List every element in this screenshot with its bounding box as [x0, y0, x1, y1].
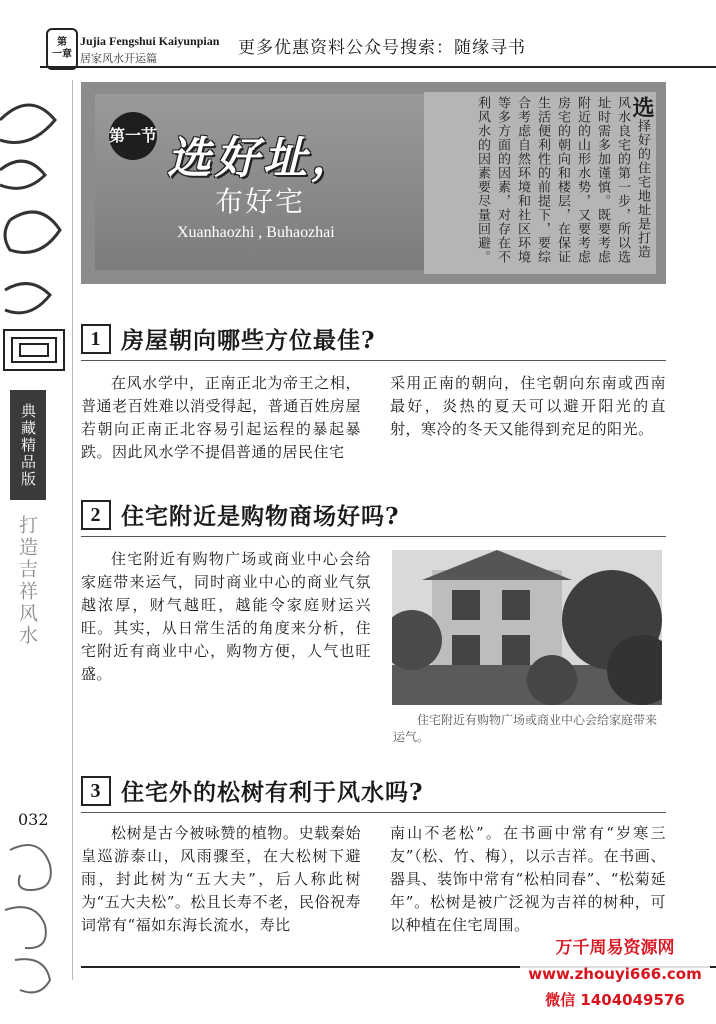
banner-dropcap: 选 — [629, 96, 655, 119]
question-3-number: 3 — [81, 776, 111, 806]
question-1-number: 1 — [81, 324, 111, 354]
question-2-left-text: 住宅附近有购物广场或商业中心会给家庭带来运气，同时商业中心的商业气氛越浓厚，财气越旺，越能令家庭财运兴旺。其实，从日常生活的角度来分析，住宅附近有商业中心，购物方便，人气也旺盛。 — [81, 550, 371, 683]
question-3-heading — [81, 774, 423, 807]
question-3-rule — [81, 812, 666, 813]
question-1-right-text: 采用正南的朝向，住宅朝向东南或西南最好，炎热的夏天可以避开阳光的直射，寒冷的冬天又能得到充足的阳光。 — [390, 374, 666, 438]
header-rule — [40, 66, 716, 68]
banner-intro-text — [424, 92, 656, 274]
residence-photo — [392, 550, 662, 705]
header-title-zh: 居家风水开运篇 — [80, 52, 157, 65]
banner-title: 选好址， — [167, 133, 359, 184]
banner-pinyin: Xuanhaozhi , Buhaozhai — [177, 224, 335, 241]
header-promo: 更多优惠资料公众号搜索：随缘寻书 — [238, 38, 526, 58]
sidebar-vertical-text: 打造吉祥风水 — [16, 515, 38, 647]
question-2-title: 住宅附近是购物商场好吗? — [121, 503, 400, 530]
question-3-left-text: 松树是古今被咏赞的植物。史载秦始皇巡游泰山，风雨骤至，在大松树下避雨，封此树为“五大夫”，后人称此树为“五大夫松”。松且长寿不老，民俗祝寿词常有“福如东海长流水，寿比 — [81, 824, 361, 934]
question-1-rule — [81, 360, 666, 361]
page-number: 032 — [18, 810, 49, 829]
question-3-left-column — [81, 822, 361, 937]
question-3-right-column — [390, 822, 666, 937]
question-1-left-column — [81, 372, 361, 464]
photo-caption: 住宅附近有购物广场或商业中心会给家庭带来运气。 — [393, 713, 658, 744]
banner-subtitle: 布好宅 — [215, 185, 306, 218]
question-3-right-text: 南山不老松”。在书画中常有“岁寒三友”（松、竹、梅），以示吉祥。在书画、器具、装饰中常有“松柏同春”、“松菊延年”。松树是被广泛视为吉祥的树种，可以种植在住宅周围。 — [390, 824, 666, 934]
banner-intro-body: 择好的住宅地址是打造风水良宅的第一步，所以选址时需多加谨慎。既要考虑附近的山形水势，又要考虑房宅的朝向和楼层，在保证生活便利性的前提下，要综合考虑自然环境和社区环境等多方面的因素，对存在不利风水的因素要尽量回避。 — [475, 96, 650, 264]
watermark-url: www.zhouyi666.com — [528, 965, 702, 983]
section-badge: 第一节 — [109, 112, 157, 160]
question-1-right-column — [390, 372, 666, 441]
swirl-ornament-icon — [0, 830, 70, 1000]
section-banner — [81, 82, 666, 284]
watermark-site-name: 万千周易资源网 — [555, 938, 675, 958]
question-1-left-text: 在风水学中，正南正北为帝王之相，普通老百姓难以消受得起，普通百姓房屋若朝向正南正北容易引起运程的暴起暴跌。因此风水学不提倡普通的居民住宅 — [81, 374, 361, 461]
question-3-title: 住宅外的松树有利于风水吗? — [121, 779, 424, 806]
banner-title-panel — [95, 94, 425, 270]
chapter-badge — [46, 28, 78, 70]
question-2-heading — [81, 498, 399, 531]
question-2-rule — [81, 536, 666, 537]
question-1-heading — [81, 322, 375, 355]
chapter-badge-top: 第 — [57, 37, 67, 48]
question-2-number: 2 — [81, 500, 111, 530]
watermark-wechat: 微信 1404049576 — [545, 991, 685, 1009]
cloud-ornament-icon — [0, 80, 70, 380]
question-2-left-column — [81, 548, 371, 686]
sidebar-divider — [72, 80, 73, 980]
edition-label: 典藏精品版 — [10, 390, 46, 500]
header-title-en: Jujia Fengshui Kaiyunpian — [80, 34, 220, 48]
watermark — [520, 935, 710, 1013]
chapter-badge-bottom: 一章 — [52, 49, 72, 60]
question-1-title: 房屋朝向哪些方位最佳? — [121, 327, 376, 354]
